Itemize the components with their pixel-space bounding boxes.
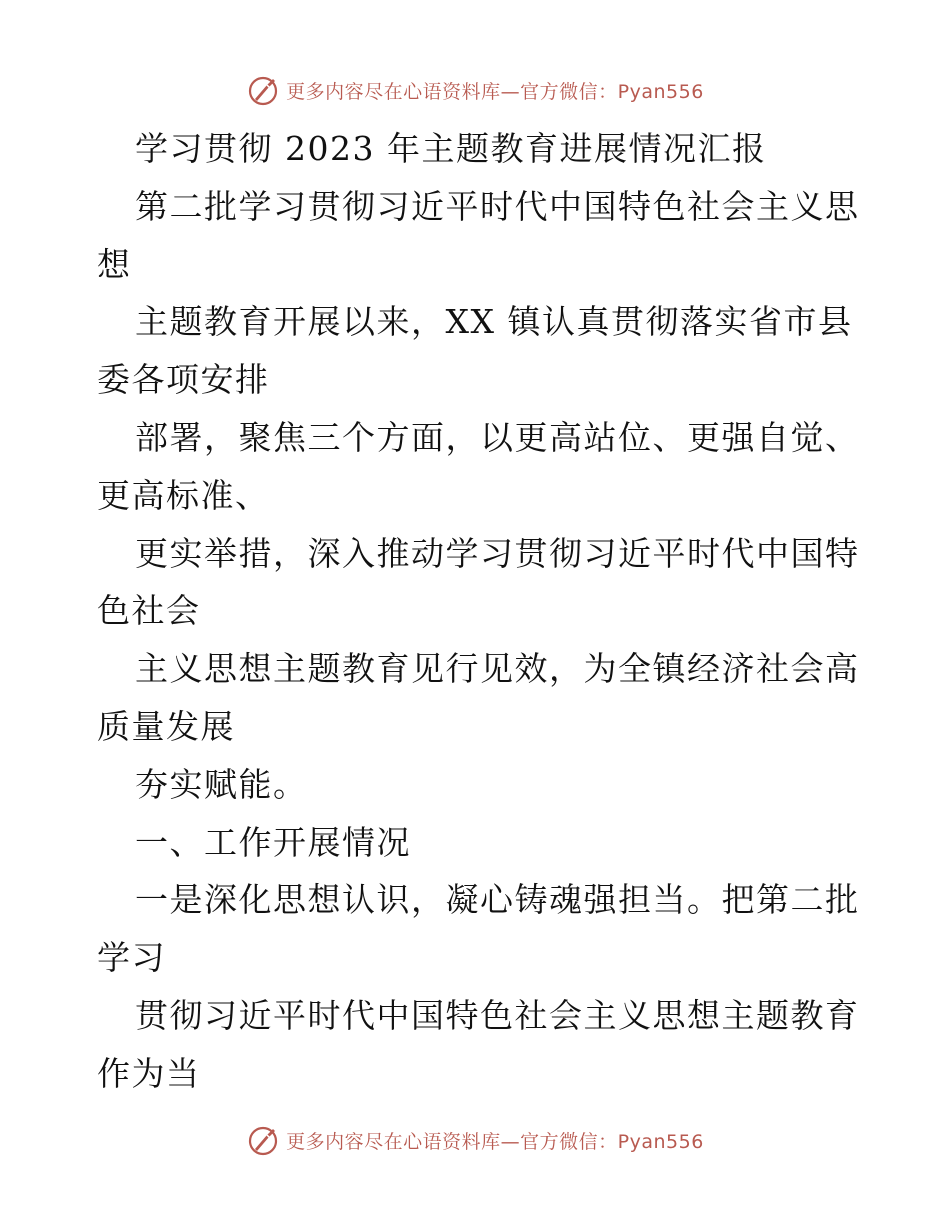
- watermark-text: 更多内容尽在心语资料库—官方微信：Pyan556: [286, 80, 704, 103]
- paragraph-line: 主义思想主题教育见行见效，为全镇经济社会高: [135, 649, 860, 689]
- paragraph-line: 想: [97, 244, 132, 284]
- paragraph-line: 作为当: [97, 1053, 201, 1093]
- paragraph-line: 更高标准、: [97, 475, 270, 515]
- paragraph-line: 第二批学习贯彻习近平时代中国特色社会主义思: [135, 186, 860, 226]
- section-heading: 一、工作开展情况: [135, 822, 411, 862]
- paragraph-line: 主题教育开展以来，XX 镇认真贯彻落实省市县: [135, 302, 853, 342]
- doc-title: 学习贯彻 2023 年主题教育进展情况汇报: [135, 129, 767, 168]
- footer-watermark: [0, 1120, 950, 1160]
- paragraph-line: 更实举措，深入推动学习贯彻习近平时代中国特: [135, 533, 860, 573]
- paragraph-line: 一是深化思想认识，凝心铸魂强担当。把第二批: [135, 880, 860, 920]
- header-watermark: [0, 70, 950, 110]
- paragraph-line: 贯彻习近平时代中国特色社会主义思想主题教育: [135, 995, 860, 1035]
- paragraph-line: 夯实赋能。: [135, 764, 308, 804]
- paragraph-line: 色社会: [97, 591, 201, 631]
- paragraph-line: 质量发展: [97, 706, 235, 746]
- watermark-text: 更多内容尽在心语资料库—官方微信：Pyan556: [286, 1130, 704, 1153]
- document-body: [97, 120, 867, 1103]
- paragraph-line: 委各项安排: [97, 360, 270, 400]
- paragraph-line: 部署，聚焦三个方面，以更高站位、更强自觉、: [135, 417, 860, 457]
- pen-nib-logo-icon: [246, 73, 282, 107]
- pen-nib-logo-icon: [246, 1123, 282, 1157]
- paragraph-line: 学习: [97, 938, 166, 978]
